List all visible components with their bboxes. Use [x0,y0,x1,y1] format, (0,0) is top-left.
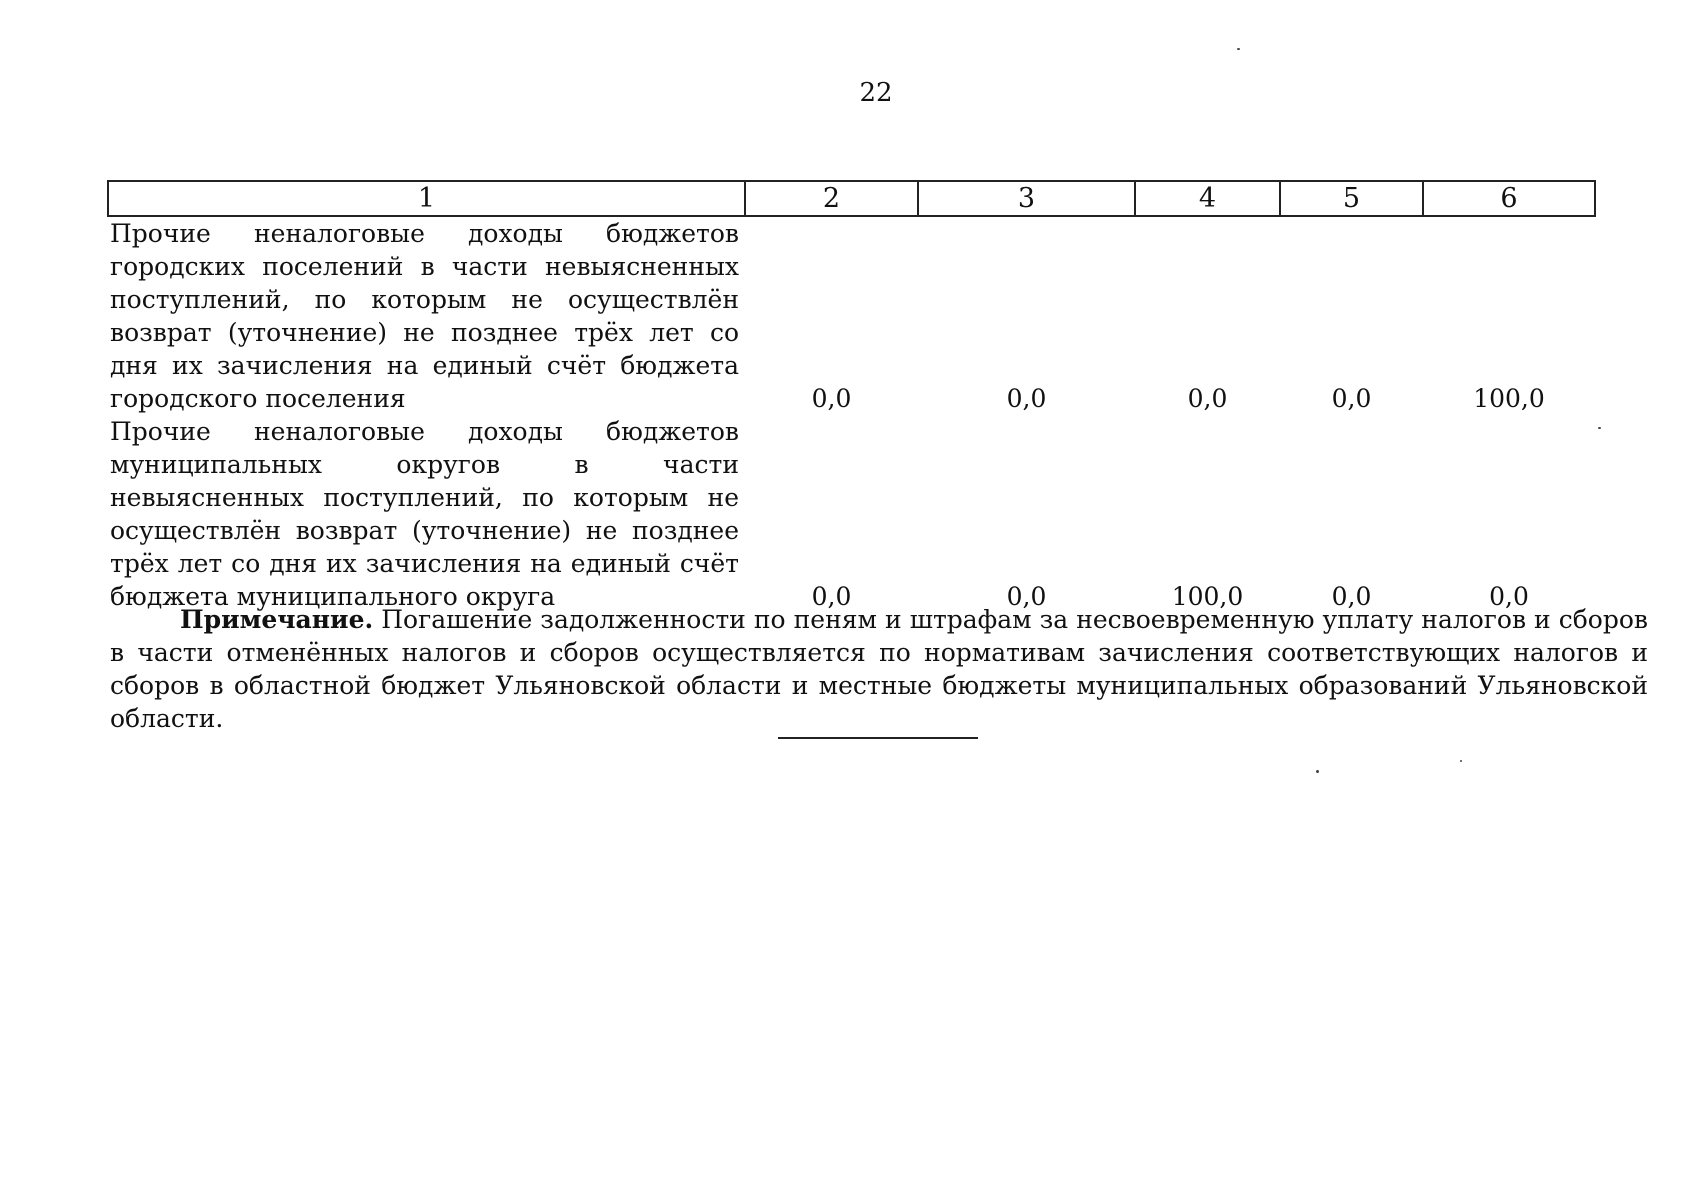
scan-speck [1598,427,1601,429]
scan-speck [1237,48,1240,50]
row-value-col6: 100,0 [1473,384,1545,413]
table-row [108,415,1595,613]
scan-speck [1316,770,1319,773]
page-number: 22 [859,78,893,108]
table-row [108,216,1595,415]
note-paragraph [110,603,1648,735]
row-value-col4: 100,0 [1171,582,1244,611]
column-header-4: 4 [1135,181,1280,216]
budget-table [107,180,1596,613]
row-value-col2: 0,0 [811,384,852,413]
row-value-col3: 0,0 [1006,582,1047,611]
row-value-col5: 0,0 [1331,384,1372,413]
row-value-col3: 0,0 [1006,384,1047,413]
column-header-6: 6 [1423,181,1595,216]
scan-speck [1460,760,1462,762]
column-header-1: 1 [108,181,745,216]
column-header-5: 5 [1280,181,1423,216]
row-description: Прочие неналоговые доходы бюджетов муниципальных округов в части невыясненных поступлений, по которым не осуществлён возврат (уточнение) не позднее трёх лет со дня их зачисления на единый счёт бюджета муниципального округа [110,417,739,611]
table-header-row [108,181,1595,216]
row-value-col6: 0,0 [1489,582,1529,611]
column-header-2: 2 [745,181,918,216]
row-value-col4: 0,0 [1187,384,1228,413]
end-of-document-rule [778,737,978,739]
row-value-col5: 0,0 [1331,582,1372,611]
column-header-3: 3 [918,181,1135,216]
row-value-col2: 0,0 [811,582,852,611]
row-description: Прочие неналоговые доходы бюджетов городских поселений в части невыясненных поступлений, по которым не осуществлён возврат (уточнение) не позднее трёх лет со дня их зачисления на единый счёт бюджета городского поселения [110,219,739,413]
note-text: Погашение задолженности по пеням и штрафам за несвоевременную уплату налогов и сборов в части отменённых налогов и сборов осуществляется по нормативам зачисления соответствующих налогов и сборов в областной бюджет Ульяновской области и местные бюджеты муниципальных образований Ульяновской области. [110,605,1648,733]
note-label: Примечание. [180,605,374,634]
